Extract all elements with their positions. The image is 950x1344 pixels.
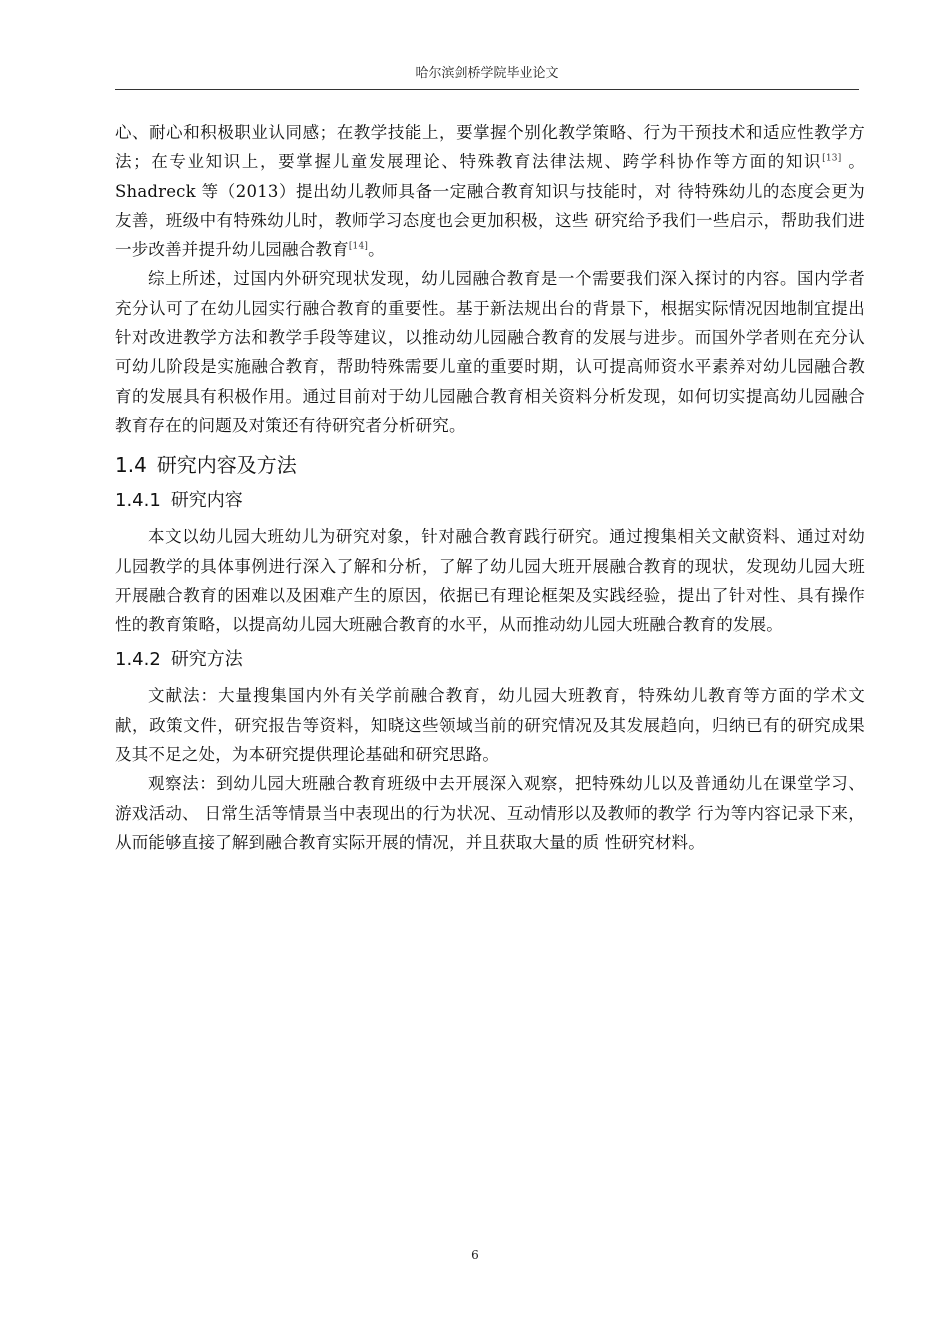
paragraph-continuation xyxy=(115,118,865,264)
section-number: 1.4.2 xyxy=(115,649,161,671)
citation-13: [13] xyxy=(822,153,842,164)
citation-14: [14] xyxy=(348,241,369,252)
header-title: 哈尔滨剑桥学院毕业论文 xyxy=(415,66,559,81)
section-number: 1.4 xyxy=(115,453,147,478)
paragraph-text: 。 xyxy=(368,240,385,260)
section-title: 研究方法 xyxy=(170,649,243,671)
paragraph-text: 心、耐心和积极职业认同感；在教学技能上，要掌握个别化教学策略、行为干预技术和适应性教学方法；在专业知识上，要掌握儿童发展理论、特殊教育法律法规、跨学科协作等方面的知识 xyxy=(115,123,865,172)
paragraph-literature-method: 文献法：大量搜集国内外有关学前融合教育，幼儿园大班教育，特殊幼儿教育等方面的学术文献，政策文件，研究报告等资料，知晓这些领域当前的研究情况及其发展趋向，归纳已有的研究成果及其不足之处，为本研究提供理论基础和研究思路。 xyxy=(115,686,865,765)
page-body xyxy=(115,118,865,857)
section-title: 研究内容 xyxy=(170,490,243,512)
page-header xyxy=(115,64,859,90)
paragraph-observation-method: 观察法：到幼儿园大班融合教育班级中去开展深入观察，把特殊幼儿以及普通幼儿在课堂学习、游戏活动、 日常生活等情景当中表现出的行为状况、互动情形以及教师的教学 行为等内容记录下来，从而能够直接了解到融合教育实际开展的情况，并且获取大量的质 性研究材料。 xyxy=(115,774,865,852)
paragraph-summary: 综上所述，过国内外研究现状发现，幼儿园融合教育是一个需要我们深入探讨的内容。国内学者充分认可了在幼儿园实行融合教育的重要性。基于新法规出台的背景下，根据实际情况因地制宜提出针对改进教学方法和教学手段等建议，以推动幼儿园融合教育的发展与进步。而国外学者则在充分认可幼儿阶段是实施融合教育，帮助特殊需要儿童的重要时期，认可提高师资水平素养对幼儿园融合教育的发展具有积极作用。通过目前对于幼儿园融合教育相关资料分析发现，如何切实提高幼儿园融合教育存在的问题及对策还有待研究者分析研究。 xyxy=(115,269,865,435)
section-heading-1-4 xyxy=(115,450,865,480)
section-title: 研究内容及方法 xyxy=(156,453,297,478)
page-number: 6 xyxy=(471,1248,479,1262)
section-heading-1-4-1 xyxy=(115,486,865,516)
section-heading-1-4-2 xyxy=(115,645,865,675)
paragraph-text: 。 Shadreck 等（2013）提出幼儿教师具备一定融合教育知识与技能时，对 待特殊幼儿的态度会更为友善，班级中有特殊幼儿时，教师学习态度也会更加积极，这些 研究给予我们一些启示，帮助我们进一步改善并提升幼儿园融合教育 xyxy=(115,152,865,260)
section-number: 1.4.1 xyxy=(115,490,161,512)
paragraph-research-content: 本文以幼儿园大班幼儿为研究对象，针对融合教育践行研究。通过搜集相关文献资料、通过对幼儿园教学的具体事例进行深入了解和分析，了解了幼儿园大班开展融合教育的现状，发现幼儿园大班开展融合教育的困难以及困难产生的原因，依据已有理论框架及实践经验，提出了针对性、具有操作性的教育策略，以提高幼儿园大班融合教育的水平，从而推动幼儿园大班融合教育的发展。 xyxy=(115,527,865,635)
